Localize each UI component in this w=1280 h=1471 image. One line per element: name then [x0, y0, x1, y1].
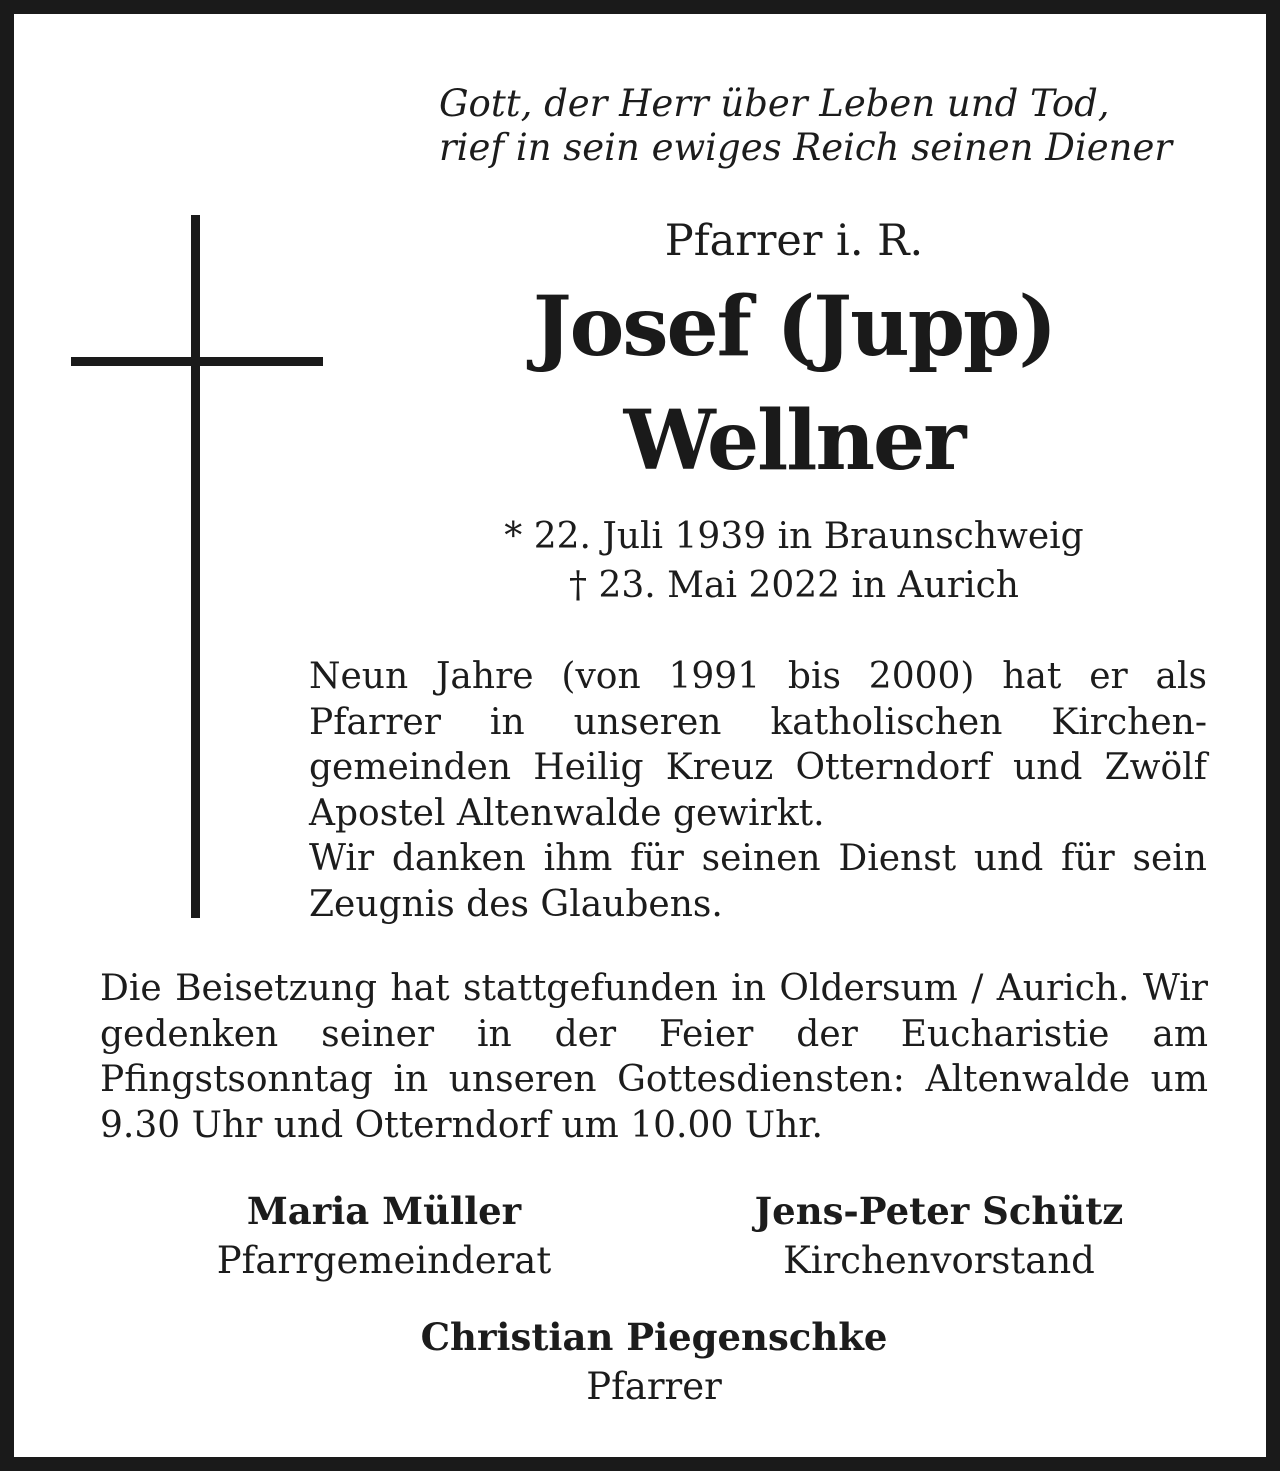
biography-paragraph-1: Neun Jahre (von 1991 bis 2000) hat er als Pfarrer in unseren katholischen Kirchen-gemeinden Heilig Kreuz Otterndorf und Zwölf Apostel Altenwalde gewirkt. — [309, 656, 1207, 834]
signatory-1 — [164, 1186, 604, 1286]
signatory-3 — [354, 1312, 954, 1412]
funeral-information: Die Beisetzung hat stattgefunden in Oldersum / Aurich. Wir gedenken seiner in der Feier der Eucharistie am Pfingstsonntag in unseren Gottesdiensten: Altenwalde um 9.30 Uhr und Otterndorf um 10.00 Uhr. — [100, 968, 1208, 1146]
biography-paragraph-2: Wir danken ihm für seinen Dienst und für sein Zeugnis des Glaubens. — [309, 838, 1207, 925]
cross-vertical-beam — [191, 215, 200, 918]
signatory-role: Kirchenvorstand — [783, 1239, 1095, 1282]
cross-horizontal-beam — [71, 357, 323, 366]
signatory-name: Christian Piegenschke — [420, 1315, 888, 1359]
biography — [309, 654, 1207, 927]
signatory-role: Pfarrer — [586, 1365, 722, 1408]
signatory-name: Jens-Peter Schütz — [754, 1189, 1124, 1233]
deceased-title: Pfarrer i. R. — [664, 216, 924, 266]
signatory-name: Maria Müller — [246, 1189, 522, 1233]
motto — [439, 82, 1214, 170]
death-date: † 23. Mai 2022 in Aurich — [569, 565, 1019, 606]
deceased-first-name: Josef (Jupp) — [532, 279, 1056, 375]
signatory-role: Pfarrgemeinderat — [216, 1239, 552, 1282]
motto-line-2: rief in sein ewiges Reich seinen Diener — [439, 126, 1173, 169]
life-dates — [334, 512, 1254, 610]
motto-line-1: Gott, der Herr über Leben und Tod, — [439, 82, 1110, 125]
signatory-2 — [719, 1186, 1159, 1286]
birth-date: * 22. Juli 1939 in Braunschweig — [504, 516, 1084, 557]
deceased-last-name: Wellner — [623, 393, 965, 489]
